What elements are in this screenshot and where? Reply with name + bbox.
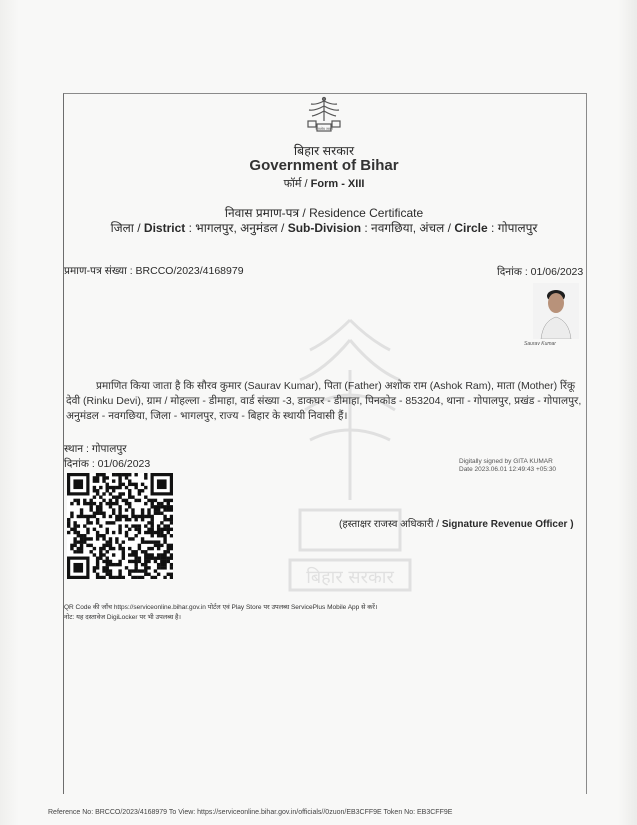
date-value: 01/06/2023 xyxy=(530,266,584,278)
body-line-2: देवी (Rinku Devi), ग्राम / मोहल्ला - डीमाहा, वार्ड संख्या -3, डाकघर - डीमाहा, पिनकोड - 853204, थाना - गोपालपुर, प्रखंड - गोपालपुर, xyxy=(66,395,582,407)
place-label: स्थान : गोपालपुर xyxy=(64,443,127,455)
district-label: District xyxy=(143,221,186,235)
body-line-3: अनुमंडल - नवगछिया, जिला - भागलपुर, राज्य - बिहार के स्थायी निवासी हैं। xyxy=(66,410,348,422)
signature-label xyxy=(339,516,574,530)
certificate-number xyxy=(64,264,244,278)
subdivision-label: Sub-Division xyxy=(287,221,362,235)
form-label xyxy=(63,176,585,191)
watermark-text: बिहार सरकार xyxy=(306,567,394,588)
emblem-text: सत्यमेव जयते xyxy=(315,127,333,131)
cert-no-value: BRCCO/2023/4168979 xyxy=(135,265,244,277)
cert-english: Residence Certificate xyxy=(309,206,424,220)
form-hindi: फॉर्म / xyxy=(283,178,308,190)
district-value: : भागलपुर, अनुमंडल / xyxy=(188,221,285,235)
certificate-body xyxy=(66,379,586,424)
digital-signature-line-1: Digitally signed by GITA KUMAR xyxy=(459,458,553,465)
qr-note: QR Code की जाँच https://serviceonline.bihar.gov.in पोर्टल एवं Play Store पर उपलब्ध ServicePlus Mobile App से करें। xyxy=(64,604,378,611)
district-hindi: जिला / xyxy=(110,221,141,235)
digital-signature-line-2: Date 2023.06.01 12:49:43 +05:30 xyxy=(459,466,557,473)
issue-date xyxy=(497,265,583,279)
footer-reference: Reference No: BRCCO/2023/4168979 To View: https://serviceonline.bihar.gov.in/officials//0zuon/EB3CFF9E Token No: EB3CFF9E xyxy=(48,809,453,816)
digital-signature xyxy=(459,458,556,474)
form-english: Form - XIII xyxy=(310,178,365,190)
watermark-emblem xyxy=(270,300,430,600)
title-hindi: बिहार सरकार xyxy=(293,144,355,158)
bihar-emblem-icon xyxy=(303,95,345,137)
signature-label-hindi: (हस्ताक्षर राजस्व अधिकारी / xyxy=(339,519,440,530)
photo-caption: Saurav Kumar xyxy=(524,341,556,347)
subdivision-value: : नवगछिया, अंचल / xyxy=(364,221,451,235)
place-date: दिनांक : 01/06/2023 xyxy=(64,458,151,470)
qr-code xyxy=(67,473,173,579)
signature-label-english: Signature Revenue Officer ) xyxy=(441,519,574,530)
applicant-photo xyxy=(533,283,579,339)
digilocker-note: नोट: यह दस्तावेज DigiLocker पर भी उपलब्ध है। xyxy=(64,614,181,621)
cert-no-label: प्रमाण-पत्र संख्या : xyxy=(64,265,133,277)
date-label: दिनांक : xyxy=(497,266,528,278)
cert-hindi: निवास प्रमाण-पत्र / xyxy=(224,206,306,220)
circle-label: Circle xyxy=(454,221,488,235)
district-line xyxy=(63,219,585,236)
body-line-1: प्रमाणित किया जाता है कि सौरव कुमार (Saurav Kumar), पिता (Father) अशोक राम (Ashok Ram), माता (Mother) रिंकू xyxy=(96,380,576,392)
circle-value: : गोपालपुर xyxy=(491,221,538,235)
title-english: Government of Bihar xyxy=(249,157,399,174)
